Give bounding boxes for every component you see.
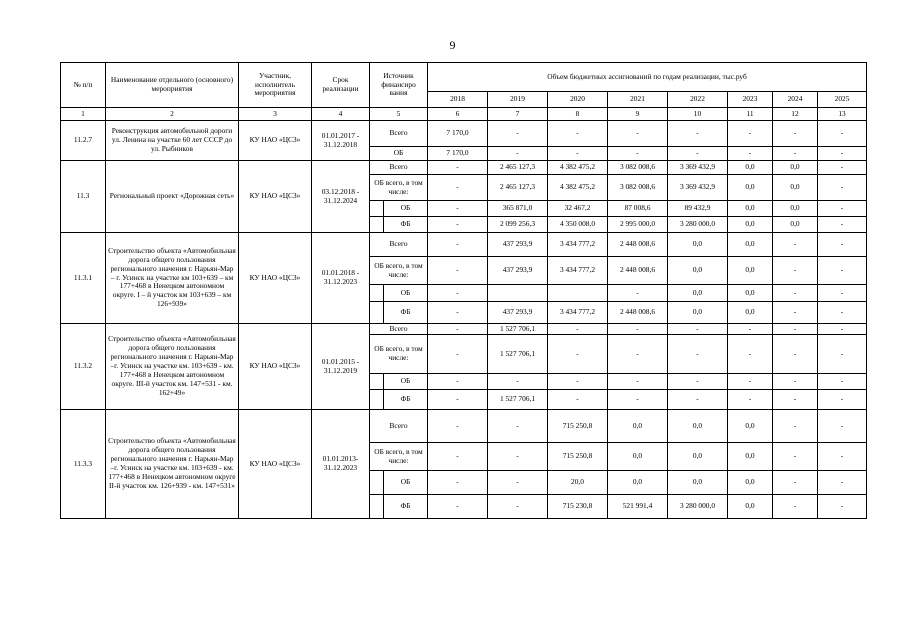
col-number: 10 bbox=[668, 108, 728, 121]
value-cell: 1 527 706,1 bbox=[488, 324, 548, 335]
value-cell: 3 434 777,2 bbox=[548, 302, 608, 324]
table-row bbox=[61, 324, 867, 335]
row-period: 01.01.2015 - 31.12.2019 bbox=[312, 324, 370, 410]
value-cell: 0,0 bbox=[728, 233, 773, 257]
value-cell: - bbox=[668, 324, 728, 335]
value-cell: - bbox=[428, 257, 488, 285]
value-cell: - bbox=[818, 201, 867, 217]
col-number: 6 bbox=[428, 108, 488, 121]
row-participant: КУ НАО «ЦСЗ» bbox=[239, 121, 312, 161]
value-cell: - bbox=[608, 121, 668, 147]
source-label: ОБ всего, в том числе: bbox=[370, 257, 428, 285]
row-num: 11.3.2 bbox=[61, 324, 106, 410]
value-cell: - bbox=[773, 121, 818, 147]
value-cell: - bbox=[818, 335, 867, 374]
value-cell: - bbox=[548, 335, 608, 374]
value-cell: - bbox=[773, 335, 818, 374]
value-cell: - bbox=[818, 217, 867, 233]
budget-table bbox=[60, 62, 867, 519]
value-cell: 3 434 777,2 bbox=[548, 233, 608, 257]
value-cell: 0,0 bbox=[773, 217, 818, 233]
value-cell: 2 448 008,6 bbox=[608, 302, 668, 324]
row-participant: КУ НАО «ЦСЗ» bbox=[239, 233, 312, 324]
value-cell: - bbox=[818, 324, 867, 335]
value-cell: - bbox=[773, 233, 818, 257]
value-cell: 0,0 bbox=[728, 410, 773, 443]
col-number: 11 bbox=[728, 108, 773, 121]
value-cell: - bbox=[608, 335, 668, 374]
source-label: ФБ bbox=[384, 302, 428, 324]
value-cell: - bbox=[818, 443, 867, 471]
value-cell: 87 008,6 bbox=[608, 201, 668, 217]
source-label: Всего bbox=[370, 121, 428, 147]
source-label: ОБ всего, в том числе: bbox=[370, 443, 428, 471]
source-label: ОБ bbox=[384, 285, 428, 302]
value-cell: 1 527 706,1 bbox=[488, 390, 548, 410]
value-cell: - bbox=[818, 285, 867, 302]
value-cell: 0,0 bbox=[728, 161, 773, 175]
value-cell: 1 527 706,1 bbox=[488, 335, 548, 374]
value-cell: - bbox=[773, 324, 818, 335]
value-cell: - bbox=[428, 374, 488, 390]
col-number: 4 bbox=[312, 108, 370, 121]
table-row bbox=[61, 410, 867, 443]
value-cell: - bbox=[608, 374, 668, 390]
value-cell: - bbox=[428, 335, 488, 374]
year-header: 2019 bbox=[488, 92, 548, 108]
row-period: 01.01.2017 - 31.12.2018 bbox=[312, 121, 370, 161]
value-cell: 715 250,8 bbox=[548, 410, 608, 443]
source-label: ФБ bbox=[384, 495, 428, 519]
source-label: Всего bbox=[370, 324, 428, 335]
year-header: 2018 bbox=[428, 92, 488, 108]
value-cell: 365 871,0 bbox=[488, 201, 548, 217]
value-cell: 3 082 008,6 bbox=[608, 175, 668, 201]
row-name: Реконструкция автомобильной дороги ул. Ленина на участке 60 лет СССР до ул. Рыбников bbox=[106, 121, 239, 161]
value-cell: - bbox=[773, 285, 818, 302]
value-cell: 0,0 bbox=[668, 233, 728, 257]
row-num: 11.3 bbox=[61, 161, 106, 233]
value-cell: - bbox=[728, 335, 773, 374]
value-cell: 3 434 777,2 bbox=[548, 257, 608, 285]
row-name: Строительство объекта «Автомобильная дорога общего пользования регионального значения г. Нарьян-Мар –г. Усинск на участке км. 103+639 - км. 177+468 в Ненецком автономном округе. III-й участок км. 147+531 - км. 162+49» bbox=[106, 324, 239, 410]
value-cell: - bbox=[428, 324, 488, 335]
row-period: 01.01.2013- 31.12.2023 bbox=[312, 410, 370, 519]
value-cell: 437 293,9 bbox=[488, 302, 548, 324]
source-label: ОБ bbox=[384, 201, 428, 217]
value-cell: 2 448 008,6 bbox=[608, 257, 668, 285]
value-cell: - bbox=[428, 443, 488, 471]
value-cell: - bbox=[773, 495, 818, 519]
year-header: 2020 bbox=[548, 92, 608, 108]
row-period: 03.12.2018 - 31.12.2024 bbox=[312, 161, 370, 233]
source-label: Всего bbox=[370, 410, 428, 443]
value-cell: 2 465 127,3 bbox=[488, 161, 548, 175]
value-cell: - bbox=[818, 471, 867, 495]
value-cell: - bbox=[773, 302, 818, 324]
value-cell: - bbox=[428, 410, 488, 443]
row-name: Строительство объекта «Автомобильная дорога общего пользования регионального значения г. Нарьян-Мар – г. Усинск на участке км 103+639 – км 177+468 в Ненецком автономном округе. I – й участок км 103+639 – км 126+939» bbox=[106, 233, 239, 324]
value-cell: - bbox=[488, 410, 548, 443]
value-cell: 3 082 008,6 bbox=[608, 161, 668, 175]
value-cell: 0,0 bbox=[773, 175, 818, 201]
value-cell: - bbox=[428, 285, 488, 302]
source-label: Всего bbox=[370, 233, 428, 257]
value-cell: 4 382 475,2 bbox=[548, 161, 608, 175]
value-cell bbox=[548, 285, 608, 302]
value-cell: - bbox=[818, 410, 867, 443]
col-number: 5 bbox=[370, 108, 428, 121]
col-number: 1 bbox=[61, 108, 106, 121]
value-cell: - bbox=[488, 495, 548, 519]
value-cell: - bbox=[818, 161, 867, 175]
value-cell: 0,0 bbox=[773, 161, 818, 175]
value-cell: 2 465 127,3 bbox=[488, 175, 548, 201]
value-cell: 437 293,9 bbox=[488, 257, 548, 285]
value-cell: - bbox=[428, 201, 488, 217]
value-cell: - bbox=[428, 217, 488, 233]
source-label: ОБ bbox=[384, 471, 428, 495]
source-label: ФБ bbox=[384, 217, 428, 233]
value-cell: - bbox=[818, 147, 867, 161]
row-num: 11.3.3 bbox=[61, 410, 106, 519]
value-cell: 715 250,8 bbox=[548, 443, 608, 471]
value-cell: - bbox=[818, 302, 867, 324]
value-cell: - bbox=[818, 121, 867, 147]
value-cell: 0,0 bbox=[668, 302, 728, 324]
value-cell: - bbox=[608, 390, 668, 410]
value-cell: - bbox=[548, 121, 608, 147]
value-cell: 2 995 000,0 bbox=[608, 217, 668, 233]
value-cell: 3 369 432,9 bbox=[668, 161, 728, 175]
value-cell: - bbox=[548, 374, 608, 390]
header-name: Наименование отдельного (основного) мероприятия bbox=[106, 63, 239, 108]
value-cell: 0,0 bbox=[728, 175, 773, 201]
value-cell: - bbox=[773, 257, 818, 285]
page-number: 9 bbox=[449, 38, 456, 52]
value-cell: - bbox=[728, 390, 773, 410]
value-cell: - bbox=[728, 324, 773, 335]
value-cell: - bbox=[668, 335, 728, 374]
value-cell: 32 467,2 bbox=[548, 201, 608, 217]
value-cell: - bbox=[428, 495, 488, 519]
value-cell: 0,0 bbox=[773, 201, 818, 217]
col-number: 2 bbox=[106, 108, 239, 121]
value-cell: - bbox=[773, 443, 818, 471]
value-cell: 3 369 432,9 bbox=[668, 175, 728, 201]
value-cell: - bbox=[428, 233, 488, 257]
value-cell: - bbox=[428, 175, 488, 201]
row-num: 11.2.7 bbox=[61, 121, 106, 161]
value-cell: 715 230,8 bbox=[548, 495, 608, 519]
value-cell: - bbox=[428, 302, 488, 324]
value-cell: - bbox=[818, 233, 867, 257]
value-cell: - bbox=[773, 471, 818, 495]
source-label: Всего bbox=[370, 161, 428, 175]
value-cell: - bbox=[728, 147, 773, 161]
value-cell: 0,0 bbox=[608, 410, 668, 443]
value-cell: 0,0 bbox=[728, 217, 773, 233]
value-cell: 437 293,9 bbox=[488, 233, 548, 257]
value-cell: - bbox=[728, 374, 773, 390]
table-row bbox=[61, 121, 867, 147]
value-cell: 7 170,0 bbox=[428, 121, 488, 147]
value-cell: 20,0 bbox=[548, 471, 608, 495]
table-row bbox=[61, 233, 867, 257]
value-cell: - bbox=[428, 161, 488, 175]
value-cell: - bbox=[488, 374, 548, 390]
table-row bbox=[61, 161, 867, 175]
value-cell: - bbox=[668, 147, 728, 161]
value-cell: - bbox=[608, 285, 668, 302]
value-cell: 0,0 bbox=[728, 302, 773, 324]
col-number: 8 bbox=[548, 108, 608, 121]
value-cell: 0,0 bbox=[728, 257, 773, 285]
header-num: № п/п bbox=[61, 63, 106, 108]
source-label: ФБ bbox=[384, 390, 428, 410]
value-cell: - bbox=[818, 390, 867, 410]
header-budget: Объем бюджетных ассигнований по годам реализации, тыс.руб bbox=[428, 63, 867, 92]
header-source: Источник финансиро вания bbox=[370, 63, 428, 108]
value-cell: - bbox=[818, 495, 867, 519]
value-cell: - bbox=[668, 374, 728, 390]
value-cell: 0,0 bbox=[608, 443, 668, 471]
row-period: 01.01.2018 - 31.12.2023 bbox=[312, 233, 370, 324]
value-cell: - bbox=[728, 121, 773, 147]
value-cell: 2 099 256,3 bbox=[488, 217, 548, 233]
value-cell: 0,0 bbox=[728, 443, 773, 471]
source-label: ОБ bbox=[370, 147, 428, 161]
value-cell: - bbox=[548, 324, 608, 335]
year-header: 2022 bbox=[668, 92, 728, 108]
value-cell: 0,0 bbox=[668, 285, 728, 302]
value-cell: - bbox=[773, 374, 818, 390]
year-header: 2023 bbox=[728, 92, 773, 108]
value-cell: 0,0 bbox=[668, 257, 728, 285]
value-cell: - bbox=[773, 147, 818, 161]
value-cell: 4 382 475,2 bbox=[548, 175, 608, 201]
value-cell: 0,0 bbox=[728, 495, 773, 519]
row-participant: КУ НАО «ЦСЗ» bbox=[239, 410, 312, 519]
value-cell: - bbox=[428, 471, 488, 495]
value-cell: - bbox=[818, 175, 867, 201]
year-header: 2024 bbox=[773, 92, 818, 108]
value-cell: - bbox=[488, 471, 548, 495]
source-label: ОБ bbox=[384, 374, 428, 390]
value-cell: - bbox=[488, 121, 548, 147]
value-cell: 0,0 bbox=[608, 471, 668, 495]
year-header: 2025 bbox=[818, 92, 867, 108]
row-name: Региональный проект «Дорожная сеть» bbox=[106, 161, 239, 233]
value-cell: 7 170,0 bbox=[428, 147, 488, 161]
value-cell: 521 991,4 bbox=[608, 495, 668, 519]
col-number: 3 bbox=[239, 108, 312, 121]
year-header: 2021 bbox=[608, 92, 668, 108]
value-cell: - bbox=[818, 374, 867, 390]
row-name: Строительство объекта «Автомобильная дорога общего пользования регионального значения г. Нарьян-Мар –г. Усинск на участке км. 103+639 - км. 177+468 в Ненецком автономном округе II-й участок км. 126+939 - км. 147+531» bbox=[106, 410, 239, 519]
value-cell: 4 350 008,0 bbox=[548, 217, 608, 233]
value-cell bbox=[488, 285, 548, 302]
value-cell: - bbox=[488, 443, 548, 471]
value-cell: - bbox=[608, 147, 668, 161]
value-cell: - bbox=[548, 147, 608, 161]
value-cell: - bbox=[818, 257, 867, 285]
value-cell: - bbox=[773, 390, 818, 410]
value-cell: 2 448 008,6 bbox=[608, 233, 668, 257]
value-cell: 0,0 bbox=[728, 201, 773, 217]
value-cell: 0,0 bbox=[668, 443, 728, 471]
col-number: 12 bbox=[773, 108, 818, 121]
header-participant: Участник, исполнитель мероприятия bbox=[239, 63, 312, 108]
col-number: 13 bbox=[818, 108, 867, 121]
value-cell: - bbox=[488, 147, 548, 161]
row-participant: КУ НАО «ЦСЗ» bbox=[239, 324, 312, 410]
value-cell: - bbox=[428, 390, 488, 410]
value-cell: - bbox=[773, 410, 818, 443]
value-cell: 0,0 bbox=[668, 410, 728, 443]
value-cell: - bbox=[608, 324, 668, 335]
source-label: ОБ всего, в том числе: bbox=[370, 175, 428, 201]
value-cell: 3 280 000,0 bbox=[668, 217, 728, 233]
row-participant: КУ НАО «ЦСЗ» bbox=[239, 161, 312, 233]
col-number: 7 bbox=[488, 108, 548, 121]
value-cell: 0,0 bbox=[728, 285, 773, 302]
value-cell: - bbox=[668, 121, 728, 147]
source-label: ОБ всего, в том числе: bbox=[370, 335, 428, 374]
col-number: 9 bbox=[608, 108, 668, 121]
value-cell: - bbox=[548, 390, 608, 410]
value-cell: 3 280 000,0 bbox=[668, 495, 728, 519]
value-cell: 0,0 bbox=[728, 471, 773, 495]
value-cell: 89 432,9 bbox=[668, 201, 728, 217]
row-num: 11.3.1 bbox=[61, 233, 106, 324]
header-period: Срок реализации bbox=[312, 63, 370, 108]
value-cell: 0,0 bbox=[668, 471, 728, 495]
value-cell: - bbox=[668, 390, 728, 410]
